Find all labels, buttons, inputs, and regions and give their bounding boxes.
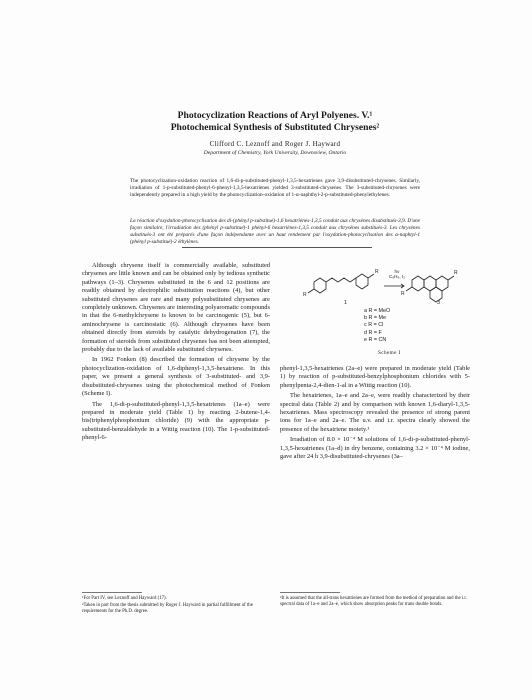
article-title: Photocyclization Reactions of Aryl Polyenes. V.¹ Photochemical Synthesis of Substituted Chrysenes² [170,110,380,133]
footnote: ²Taken in part from the thesis submitted by Roger J. Hayward in partial fulfillment of the requirements for the Ph.D. degree. [82,603,253,614]
chrysene-ring [424,276,436,291]
substituent-item: e R = CN [364,336,387,343]
footnote: ¹For Part IV, see Leznoff and Hayward (17). [82,596,167,601]
section-divider [182,247,372,248]
paragraph: The 1,6-di-p-substituted-phenyl-1,3,5-hexatrienes (1a–e) were prepared in moderate yield (Table 1) by reacting 2-butene-1,4-bis(triphenylphosphonium chloride) (9) with the appropriate p-substituted-benzaldehyde in a Wittig reaction (10). The 1-p-substituted-phenyl-6- [82,400,270,442]
substituent-label: R [401,291,405,297]
substituent-label: R [375,269,379,275]
substituent-item: d R = F [364,329,382,336]
article-authors: Clifford C. Leznoff and Roger J. Hayward [209,140,341,148]
scheme-structures [300,262,460,312]
substituent-item: b R = Me [364,315,387,322]
scheme-caption: Scheme I [378,350,401,356]
chrysene-ring [430,287,442,302]
compound-number-left: 1 [344,300,347,306]
footnotes-left [82,596,270,616]
arrow-top-label: hν [394,269,400,274]
substituent-item: c R = Cl [364,322,384,329]
substituent-label: R [454,270,458,276]
author-affiliation: Department of Chemistry, York University, Downsview, Ontario [203,150,347,156]
substituent-list [364,308,390,344]
abstract-french: La réaction d'oxydation-photocyclisation des di-(phényl p-substitué)-1,6 hexatriènes-1,3,5 conduit aux chrysènes disubstitués-3,9. D'une façon similaire, l'irradiation des (phényl p-substitué)-1 phényl-6 hexatriènes-1,3,5 conduit aux chrysènes substitués-3. Les chrysènes substitués-3 ont été préparés d'une façon indépendante avec un haut rendement par l'oxydation-photocyclisation des α-naphtyl-1 (phényl p-substitué)-2 éthylènes. [130,218,421,245]
chrysene-ring [436,276,448,291]
abstract-english: The photocyclization-oxidation reaction of 1,6-di-p-substituted-phenyl-1,3,5-hexatrienes gave 3,9-disubstituted-chrysenes. Similarly, irradiation of 1-p-substituted-phenyl-6-phenyl-1,3,5-hexatrienes yielded 3-substituted-chrysenes. The 3-substituted-chrysenes were independently prepared in a high yield by the photocyclization-oxidation of 1-α-naphthyl-2-p-substituted-phenylethylenes. [130,178,420,198]
body-column-left [82,262,270,445]
arrow-bottom-label: C₆H₆, I₂ [389,274,405,280]
footnote-divider [280,592,340,593]
paragraph: Irradiation of 8.0 × 10⁻⁴ M solutions of 1,6-di-p-substituted-phenyl-1,3,5-hexatrienes (1a–d) in dry benzene, containing 3.2 × 10⁻⁴ M iodine, gave after 24 h 3,9-disubstituted-chrysenes (3a– [280,436,470,461]
substituent-item: a R = MeO [364,308,391,314]
benzene-ring [356,274,368,289]
paragraph: In 1962 Fonken (8) described the formation of chrysene by the photocyclization-oxidation of 1,6-diphenyl-1,3,5-hexatriene. In this paper, we present a general synthesis of 3-substituted- and 3,9-disubstituted-chrysenes using the photochemical method of Fonken (Scheme I). [82,356,270,398]
compound-number-right: 3 [437,300,440,306]
body-column-right [280,365,470,463]
arrow-conditions [389,269,405,280]
benzene-ring [314,278,326,293]
paragraph: The hexatrienes, 1a–e and 2a–e, were readily characterized by their spectral data (Table 2) and by comparison with known 1,6-diaryl-1,3,5-hexatrienes. Mass spectroscopy revealed the presence of strong parent ions for 1a–e and 2a–e. The u.v. and i.r. spectra clearly showed the presence of the hexatriene moiety.³ [280,392,470,433]
paragraph: Although chrysene itself is commercially available, substituted chrysenes are little known and can be obtained only by tedious synthetic pathways (1–3). Chrysenes substituted in the 6 and 12 positions are readily obtained by electrophilic substitution reactions (4), but other substituted chrysenes are rare and many polysubstituted chrysenes are completely unknown. Chrysenes are interesting polyaromatic compounds in that the 6-methylchrysene is known to be carcinogenic (5), but 6-aminochrysene is carcinostatic (6). Although chrysenes have been obtained directly from steroids by catalytic dehydrogenation (7), the formation of steroids from substituted chrysenes has not been attempted, probably due to the lack of available substituted chrysenes. [82,262,270,354]
footnote: ³It is assumed that the all-trans hexatrienes are formed from the method of preparation and the i.r. spectral data of 1a–e and 2a–e, which show absorption peaks for trans double bonds. [280,596,467,607]
paragraph: phenyl-1,3,5-hexatrienes (2a–e) were prepared in moderate yield (Table 1) by reaction of p-substituted-benzylphosphonium chlorides with 5-phenylpenta-2,4-dien-1-al in a Wittig reaction (10). [280,365,470,389]
substituent-label: R [303,292,307,298]
footnotes-right [280,596,470,609]
chrysene-ring [412,276,424,291]
footnote-divider [82,592,142,593]
hexatriene-chain [326,278,356,282]
